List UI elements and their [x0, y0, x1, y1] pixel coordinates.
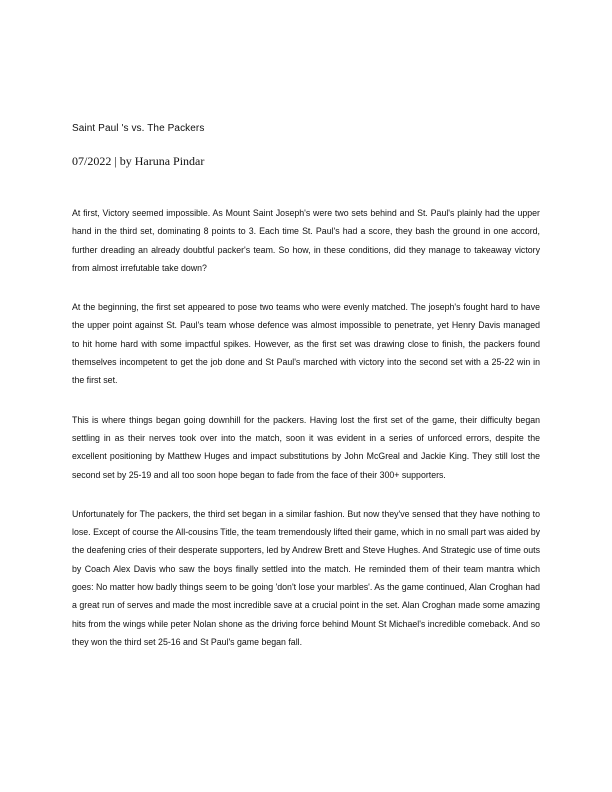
- article-title: Saint Paul 's vs. The Packers: [72, 123, 205, 134]
- paragraph: At first, Victory seemed impossible. As Mount Saint Joseph's were two sets behind and St. Paul's plainly had the upper hand in the third set, dominating 8 points to 3. Each time St. Paul's had a score, they bash the ground in one accord, further dreading an already doubtful packer's team. So how, in these conditions, did they manage to takeaway victory from almost irrefutable take down?: [72, 208, 540, 273]
- article-body: [72, 204, 540, 672]
- paragraph: At the beginning, the first set appeared to pose two teams who were evenly matched. The joseph's fought hard to have the upper point against St. Paul's team whose defence was almost impossible to penetrate, yet Henry Davis managed to hit home hard with some impactful spikes. However, as the first set was drawing close to finish, the packers found themselves incompetent to get the job done and St Paul's marched with victory into the second set with a 25-22 win in the first set.: [72, 302, 540, 386]
- article-byline: 07/2022 | by Haruna Pindar: [72, 154, 205, 168]
- paragraph: Unfortunately for The packers, the third set began in a similar fashion. But now they've sensed that they have nothing to lose. Except of course the All-cousins Title, the team tremendously lifted their game, which in no small part was aided by the deafening cries of their desperate supporters, led by Andrew Brett and Steve Hughes. And Strategic use of time outs by Coach Alex Davis who saw the boys finally settled into the match. He reminded them of their team mantra which goes: No matter how badly things seem to be going 'don't lose your marbles'. As the game continued, Alan Croghan had a great run of serves and made the most incredible save at a crucial point in the set. Alan Croghan made some amazing hits from the wings while peter Nolan shone as the driving force behind Mount St Michael's incredible comeback. And so they won the third set 25-16 and St Paul's game began fall.: [72, 508, 540, 647]
- paragraph: This is where things began going downhill for the packers. Having lost the first set of the game, their difficulty began settling in as their nerves took over into the match, soon it was evident in a series of unforced errors, despite the excellent positioning by Matthew Huges and impact substitutions by John McGreal and Jackie King. They still lost the second set by 25-19 and all too soon hope began to fade from the face of their 300+ supporters.: [72, 414, 540, 480]
